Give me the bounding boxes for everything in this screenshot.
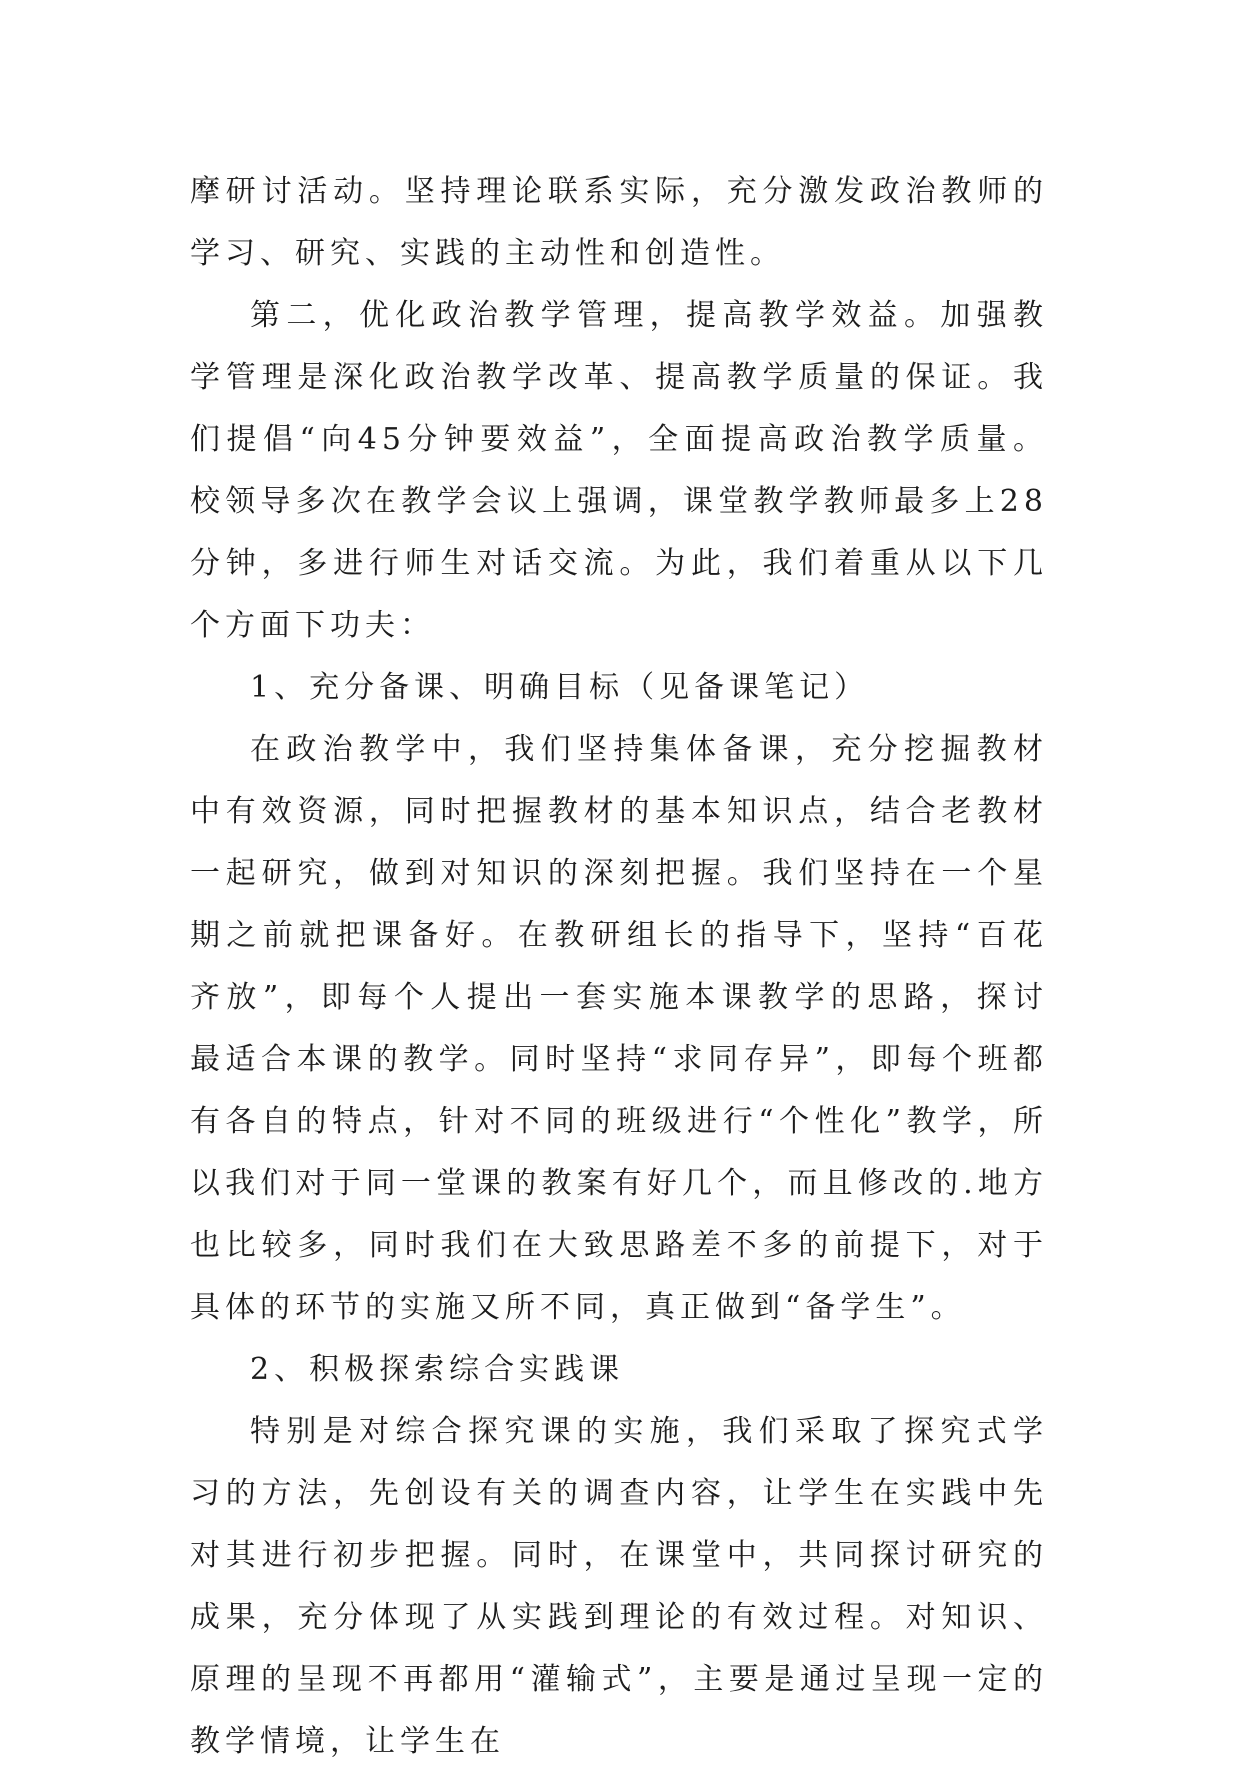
paragraph-inquiry-learning: 特别是对综合探究课的实施，我们采取了探究式学习的方法，先创设有关的调查内容，让学生在实践中先对其进行初步把握。同时，在课堂中，共同探讨研究的成果，充分体现了从实践到理论的有效过程。对知识、原理的呈现不再都用“灌输式”，主要是通过呈现一定的教学情境，让学生在 (190, 1414, 1048, 1759)
subheading-lesson-preparation: 1、充分备课、明确目标（见备课笔记） (250, 670, 870, 705)
paragraph-continued: 摩研讨活动。坚持理论联系实际，充分激发政治教师的学习、研究、实践的主动性和创造性。 (190, 174, 1048, 271)
subheading-practice-course: 2、积极探索综合实践课 (250, 1352, 625, 1387)
document-body (190, 161, 1048, 1773)
paragraph-teaching-management: 第二，优化政治教学管理，提高教学效益。加强教学管理是深化政治教学改革、提高教学质量的保证。我们提倡“向45分钟要效益”，全面提高政治教学质量。校领导多次在教学会议上强调，课堂教学教师最多上28分钟，多进行师生对话交流。为此，我们着重从以下几个方面下功夫： (190, 298, 1048, 643)
paragraph-collective-preparation: 在政治教学中，我们坚持集体备课，充分挖掘教材中有效资源，同时把握教材的基本知识点，结合老教材一起研究，做到对知识的深刻把握。我们坚持在一个星期之前就把课备好。在教研组长的指导下，坚持“百花齐放”，即每个人提出一套实施本课教学的思路，探讨最适合本课的教学。同时坚持“求同存异”，即每个班都有各自的特点，针对不同的班级进行“个性化”教学，所以我们对于同一堂课的教案有好几个，而且修改的.地方也比较多，同时我们在大致思路差不多的前提下，对于具体的环节的实施又所不同，真正做到“备学生”。 (190, 732, 1048, 1325)
